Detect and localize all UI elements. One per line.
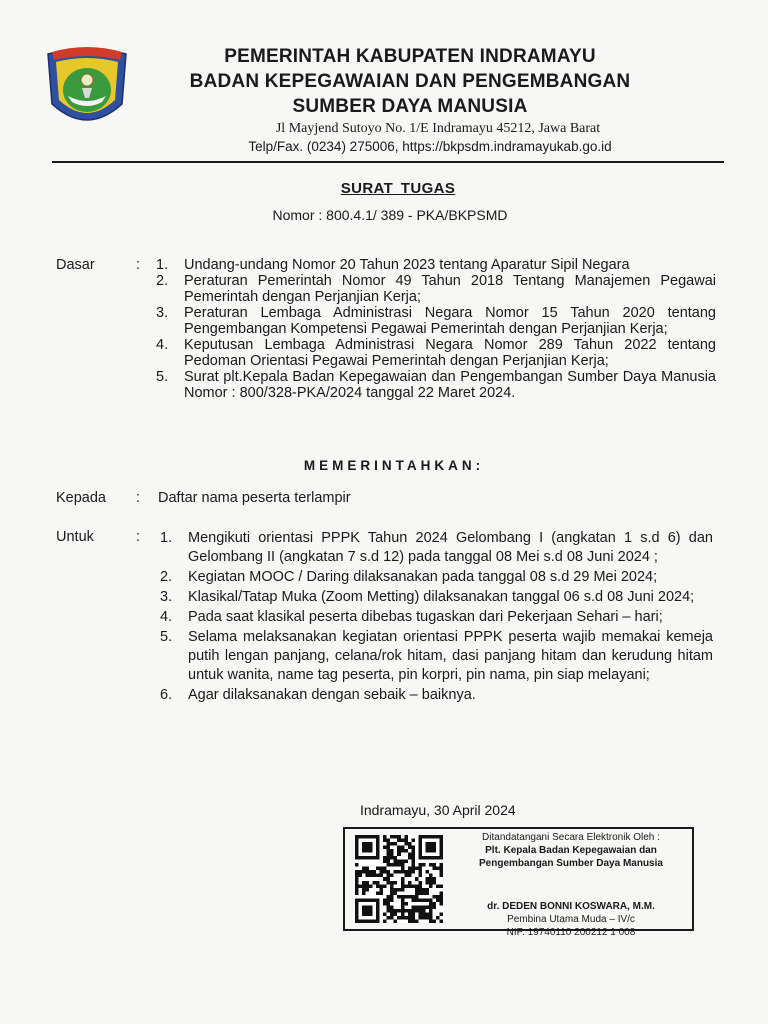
item-text: Keputusan Lembaga Administrasi Negara Nomor 289 Tahun 2022 tentang Pedoman Orientasi Pegawai Pemerintah dengan Perjanjian Kerja;: [184, 337, 716, 369]
item-text: Peraturan Lembaga Administrasi Negara Nomor 15 Tahun 2020 tentang Pengembangan Kompetensi Pegawai Pemerintah dengan Perjanjian Kerja;: [184, 305, 716, 337]
item-number: 5.: [156, 369, 169, 385]
item-text: Kegiatan MOOC / Daring dilaksanakan pada tanggal 08 s.d 29 Mei 2024;: [188, 569, 658, 585]
list-item: [160, 608, 713, 627]
list-item: [160, 686, 713, 705]
item-number: 2.: [160, 569, 173, 585]
regency-logo: [42, 44, 132, 136]
signer-nip: NIP. 19740110 200212 1 008: [506, 927, 636, 938]
item-text: Peraturan Pemerintah Nomor 49 Tahun 2018 Tentang Manajemen Pegawai Pemerintah dengan Perjanjian Kerja;: [184, 273, 716, 305]
item-number: 2.: [156, 273, 169, 289]
item-text: Agar dilaksanakan dengan sebaik – baiknya.: [188, 687, 476, 703]
list-item: [160, 568, 713, 587]
item-number: 1.: [156, 257, 169, 273]
dasar-list: [156, 257, 716, 401]
letterhead-line3: SUMBER DAYA MANUSIA: [292, 96, 528, 117]
kepada-value: Daftar nama peserta terlampir: [158, 490, 351, 506]
item-text: Klasikal/Tatap Muka (Zoom Metting) dilaksanakan tanggal 06 s.d 08 Juni 2024;: [188, 589, 695, 605]
list-item: [160, 529, 713, 567]
list-item: [160, 588, 713, 607]
signer-office-line1: Plt. Kepala Badan Kepegawaian dan: [485, 845, 657, 856]
signer-office-line2: Pengembangan Sumber Daya Manusia: [479, 858, 663, 869]
item-text: Surat plt.Kepala Badan Kepegawaian dan Pengembangan Sumber Daya Manusia Nomor : 800/328-PKA/2024 tanggal 22 Maret 2024.: [184, 369, 716, 401]
signer-rank: Pembina Utama Muda – IV/c: [507, 914, 635, 925]
letterhead-contact: Telp/Fax. (0234) 275006, https://bkpsdm.indramayukab.go.id: [248, 139, 612, 154]
dasar-colon: :: [136, 257, 141, 273]
signer-name: dr. DEDEN BONNI KOSWARA, M.M.: [487, 901, 655, 912]
dasar-label: Dasar: [56, 257, 95, 273]
letterhead-line2: BADAN KEPEGAWAIAN DAN PENGEMBANGAN: [189, 71, 631, 92]
list-item: [160, 628, 713, 685]
list-item: [156, 273, 716, 305]
item-number: 3.: [160, 589, 173, 605]
document-title: SURAT TUGAS: [340, 180, 456, 197]
item-number: 3.: [156, 305, 169, 321]
place-date: Indramayu, 30 April 2024: [360, 802, 516, 818]
letterhead-line1: PEMERINTAH KABUPATEN INDRAMAYU: [224, 46, 596, 67]
item-text: Selama melaksanakan kegiatan orientasi PPPK peserta wajib memakai kemeja putih lengan panjang, celana/rok hitam, dasi panjang hitam dan kerudung hitam untuk wanita, name tag peserta, pin korpri, pin nama, pin siap melayani;: [188, 629, 713, 683]
untuk-colon: :: [136, 529, 141, 545]
letterhead: [150, 44, 670, 156]
memerintahkan-heading: MEMERINTAHKAN:: [303, 458, 485, 473]
qr-code-icon: [355, 835, 443, 923]
item-number: 5.: [160, 629, 173, 645]
untuk-label: Untuk: [56, 529, 94, 545]
item-text: Undang-undang Nomor 20 Tahun 2023 tentang Aparatur Sipil Negara: [184, 257, 630, 273]
list-item: [156, 337, 716, 369]
list-item: [156, 257, 716, 273]
document-title-block: [0, 180, 768, 223]
item-text: Pada saat klasikal peserta dibebas tugaskan dari Pekerjaan Sehari – hari;: [188, 609, 663, 625]
letterhead-address: Jl Mayjend Sutoyo No. 1/E Indramayu 45212, Jawa Barat: [275, 121, 601, 136]
item-number: 4.: [160, 609, 173, 625]
list-item: [156, 369, 716, 401]
item-number: 6.: [160, 687, 173, 703]
list-item: [156, 305, 716, 337]
untuk-list: [160, 529, 713, 706]
item-text: Mengikuti orientasi PPPK Tahun 2024 Gelombang I (angkatan 1 s.d 6) dan Gelombang II (angkatan 7 s.d 12) pada tanggal 08 Mei s.d 08 Juni 2024 ;: [188, 530, 713, 565]
signature-text: [453, 831, 689, 939]
signed-by: Ditandatangani Secara Elektronik Oleh :: [482, 832, 660, 843]
item-number: 1.: [160, 530, 173, 546]
electronic-signature-box: [343, 827, 694, 938]
document-number: Nomor : 800.4.1/ 389 - PKA/BKPSMD: [272, 207, 508, 223]
item-number: 4.: [156, 337, 169, 353]
kepada-label: Kepada: [56, 490, 106, 506]
letterhead-divider: [52, 161, 724, 163]
kepada-colon: :: [136, 490, 141, 506]
